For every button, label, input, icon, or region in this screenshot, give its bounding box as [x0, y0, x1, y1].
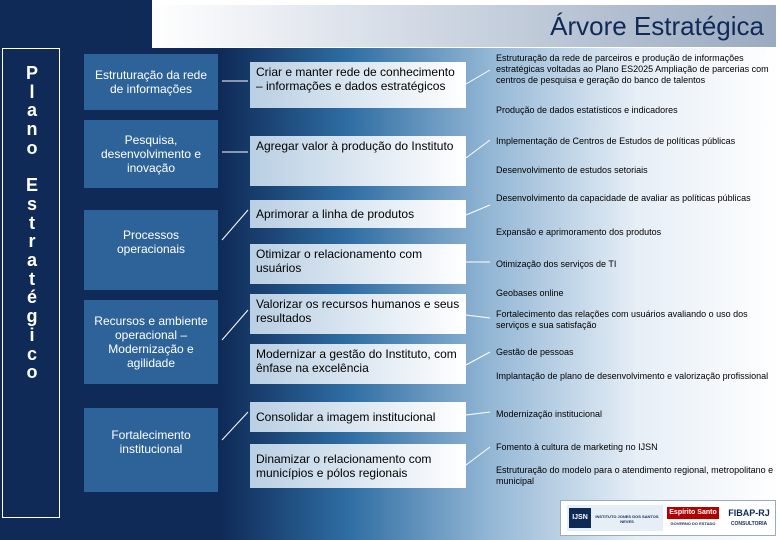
- level3-box-4: Desenvolvimento de estudos setoriais: [496, 165, 648, 175]
- ijsn-logo: [567, 505, 663, 531]
- level3-box-7: Otimização dos serviços de TI: [496, 259, 617, 269]
- fibap-logo-text: CONSULTORIA: [730, 521, 768, 527]
- es-logo-mark: Espírito Santo: [667, 507, 719, 519]
- es-logo-text: GOVERNO DO ESTADO: [670, 521, 716, 526]
- level3-box-3: Implementação de Centros de Estudos de políticas públicas: [496, 136, 736, 146]
- level1-label-5: Fortalecimento institucional: [111, 428, 191, 456]
- es-logo: [667, 503, 719, 533]
- level3-box-5: Desenvolvimento da capacidade de avaliar as políticas públicas: [496, 193, 751, 203]
- level3-box-8: Geobases online: [496, 288, 564, 298]
- level2-box-5: Valorizar os recursos humanos e seus resultados: [250, 294, 466, 334]
- level3-box-12: Modernização institucional: [496, 409, 603, 419]
- fibap-logo-mark: FIBAP-RJ: [728, 508, 770, 518]
- level2-box-7: Consolidar a imagem institucional: [250, 402, 466, 432]
- level1-label-2: Pesquisa, desenvolvimento e inovação: [100, 133, 202, 175]
- level3-box-2: Produção de dados estatísticos e indicadores: [496, 105, 678, 115]
- logo-strip: [560, 500, 776, 536]
- level1-box-4: [84, 300, 218, 384]
- ijsn-logo-mark: IJSN: [569, 508, 591, 528]
- level1-box-3: [84, 210, 218, 290]
- level2-box-8: Dinamizar o relacionamento com municípios e pólos regionais: [250, 444, 466, 488]
- level3-box-13: Fomento à cultura de marketing no IJSN: [496, 442, 658, 452]
- level3-box-11: Implantação de plano de desenvolvimento e valorização profissional: [496, 371, 769, 381]
- level1-label-4: Recursos e ambiente operacional – Modernização e agilidade: [94, 314, 208, 370]
- vertical-label: P l a n o E s t r a t é g i c o: [25, 63, 38, 383]
- level1-label-1: Estruturação da rede de informações: [94, 68, 208, 96]
- level1-box-2: [84, 120, 218, 188]
- slide-title: Árvore Estratégica: [550, 11, 764, 41]
- level2-box-4: Otimizar o relacionamento com usuários: [250, 244, 466, 284]
- level3-box-10: Gestão de pessoas: [496, 347, 574, 357]
- level3-box-1: Estruturação da rede de parceiros e produção de informações estratégicas voltadas ao Plano ES2025 Ampliação de parcerias com centros de pesquisa e geração do banco de talentos: [496, 53, 769, 85]
- level1-box-1: [84, 54, 218, 110]
- level2-box-6: Modernizar a gestão do Instituto, com ênfase na excelência: [250, 344, 466, 384]
- ijsn-logo-text: INSTITUTO JONES DOS SANTOS NEVES: [595, 514, 659, 524]
- level3-box-6: Expansão e aprimoramento dos produtos: [496, 227, 662, 237]
- level2-box-2: Agregar valor à produção do Instituto: [250, 136, 466, 186]
- level1-box-5: [84, 408, 218, 492]
- level2-box-1: Criar e manter rede de conhecimento – informações e dados estratégicos: [250, 62, 466, 108]
- level2-box-3: Aprimorar a linha de produtos: [250, 200, 466, 228]
- level3-box-9: Fortalecimento das relações com usuários avaliando o uso dos serviços e sua satisfação: [496, 309, 748, 330]
- level1-label-3: Processos operacionais: [116, 228, 186, 256]
- level3-box-14: Estruturação do modelo para o atendimento regional, metropolitano e municipal: [496, 465, 774, 486]
- fibap-logo: [723, 503, 775, 533]
